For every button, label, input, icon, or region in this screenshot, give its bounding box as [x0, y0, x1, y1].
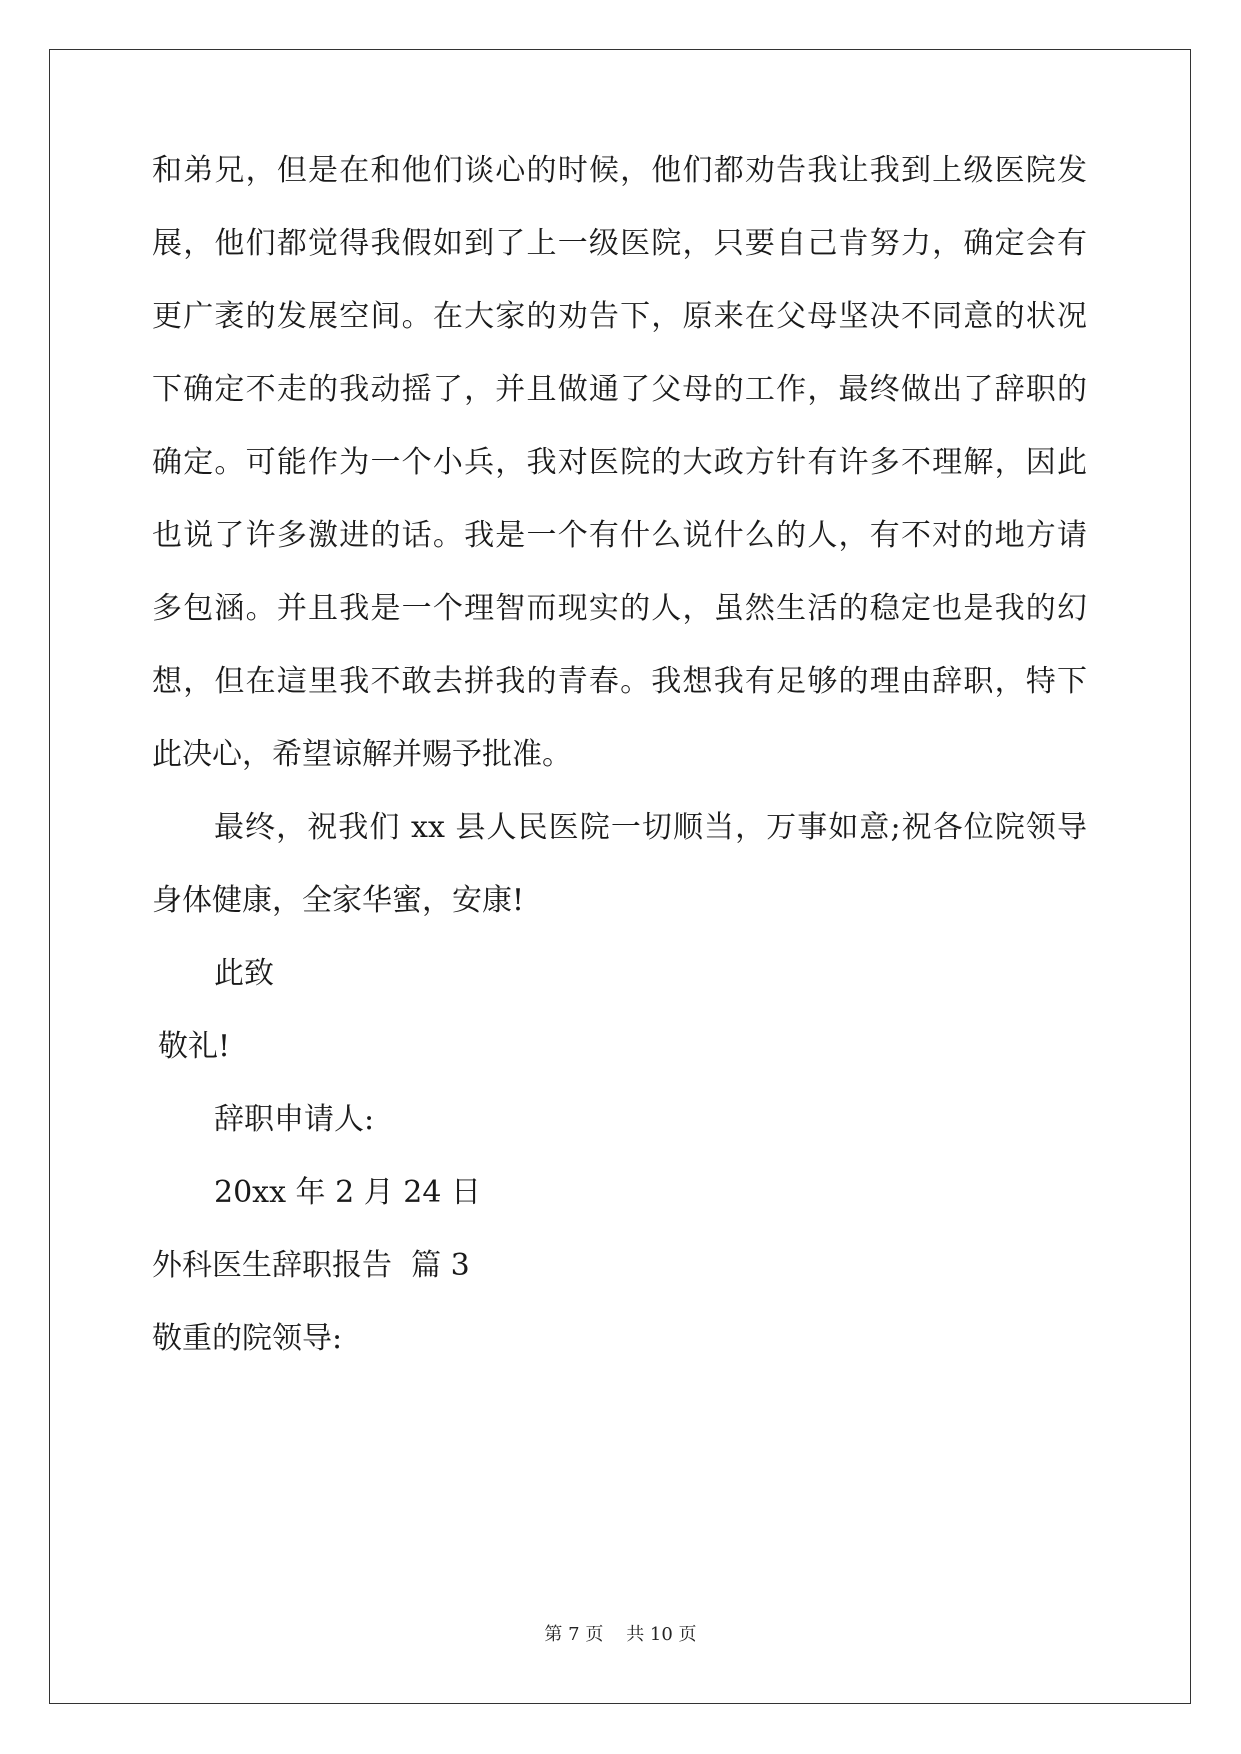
body-line-3: 更广袤的发展空间。在大家的劝告下，原来在父母坚决不同意的状况 [152, 299, 1087, 334]
body-line-8: 想，但在這里我不敢去拼我的青春。我想我有足够的理由辞职，特下 [152, 664, 1087, 699]
page-number: 第 7 页 共 10 页 [544, 1624, 697, 1645]
letter-date: 20xx 年 2 月 24 日 [214, 1175, 481, 1210]
signer-label: 辞职申请人: [214, 1102, 375, 1137]
body-line-4: 下确定不走的我动摇了，并且做通了父母的工作，最终做出了辞职的 [152, 372, 1087, 407]
body-line-5: 确定。可能作为一个小兵，我对医院的大政方针有许多不理解，因此 [152, 445, 1087, 480]
closing-wishes-line-2: 身体健康，全家华蜜，安康! [152, 883, 525, 918]
closing-wishes-line-1: 最终，祝我们 xx 县人民医院一切顺当，万事如意;祝各位院领导 [214, 810, 1087, 845]
section-greeting: 敬重的院领导: [152, 1321, 343, 1356]
salutation: 此致 [214, 956, 274, 991]
regards: 敬礼! [158, 1029, 231, 1064]
body-line-6: 也说了许多激进的话。我是一个有什么说什么的人，有不对的地方请 [152, 518, 1087, 553]
body-line-1: 和弟兄，但是在和他们谈心的时候，他们都劝告我让我到上级医院发 [152, 153, 1087, 188]
body-line-2: 展，他们都觉得我假如到了上一级医院，只要自己肯努力，确定会有 [152, 226, 1087, 261]
page-footer [0, 1623, 1241, 1647]
section-title: 外科医生辞职报告 篇 3 [152, 1248, 470, 1283]
body-line-7: 多包涵。并且我是一个理智而现实的人，虽然生活的稳定也是我的幻 [152, 591, 1087, 626]
body-line-9: 此决心，希望谅解并赐予批准。 [152, 737, 572, 772]
